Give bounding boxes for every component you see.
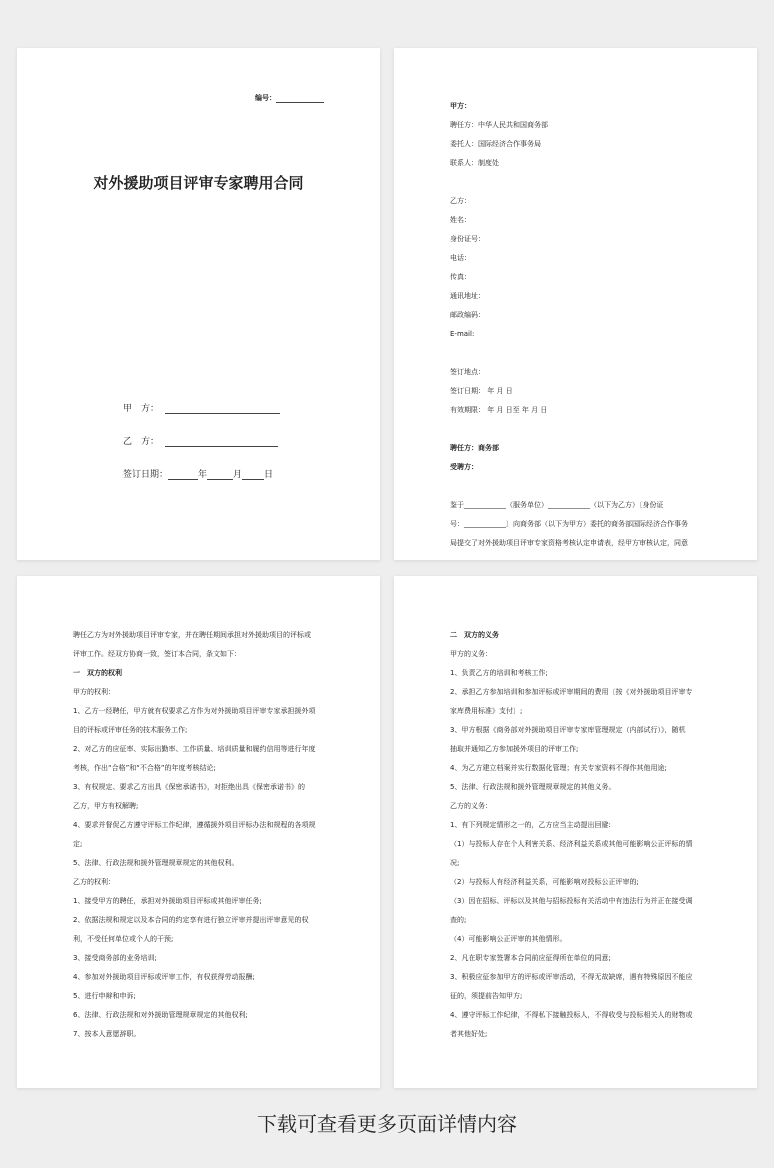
text-line: 乙方： bbox=[450, 197, 471, 205]
text-line: 考核，作出“合格”和“不合格”的年度考核结论; bbox=[73, 764, 216, 772]
text-line: 6、法律、行政法规和对外援助管理规章规定的其他权利; bbox=[73, 1011, 248, 1019]
contract-number-label: 编号： bbox=[255, 94, 276, 102]
party-a-blank bbox=[165, 405, 280, 414]
text-line: E-mail: bbox=[450, 330, 475, 338]
text-line: 乙方，甲方有权解聘; bbox=[73, 802, 139, 810]
text-line: 征的，须提前告知甲方; bbox=[450, 992, 523, 1000]
text-line: 2、凡在职专家签署本合同前应征得所在单位的同意; bbox=[450, 954, 611, 962]
text-line: 聘任方：商务部 bbox=[450, 444, 499, 452]
text-line: 1、有下列规定情形之一的，乙方应当主动提出回避: bbox=[450, 821, 611, 829]
text-line: 联系人：制度处 bbox=[450, 159, 499, 167]
text-line: 乙方的权利： bbox=[73, 878, 115, 886]
text-line: 局提交了对外援助项目评审专家资格考核认定申请表，经甲方审核认定，同意 bbox=[450, 539, 688, 547]
page-3-text bbox=[73, 626, 328, 1044]
year-blank bbox=[168, 471, 198, 480]
text-line: 4、参加对外援助项目评标或评审工作，有权获得劳动报酬; bbox=[73, 973, 255, 981]
text-line: 1、乙方一经聘任，甲方就有权要求乙方作为对外援助项目评审专家承担援外项 bbox=[73, 707, 316, 715]
text-line: 传真： bbox=[450, 273, 471, 281]
text-line: 通讯地址： bbox=[450, 292, 485, 300]
text-line: （3）因在招标、评标以及其他与招标投标有关活动中有违法行为并正在接受调 bbox=[450, 897, 693, 905]
text-line: 4、遵守评标工作纪律，不得私下接触投标人，不得收受与投标相关人的财物或 bbox=[450, 1011, 693, 1019]
text-line: 3、积极应征参加甲方的评标或评审活动，不得无故缺席，遇有特殊原因不能应 bbox=[450, 973, 693, 981]
party-a-line bbox=[123, 401, 280, 414]
sign-date-line bbox=[123, 467, 273, 480]
text-line: 身份证号： bbox=[450, 235, 485, 243]
text-line: 5、法律、行政法规和援外管理规章规定的其他权利。 bbox=[73, 859, 239, 867]
month-label: 月 bbox=[233, 470, 243, 480]
contract-page-2 bbox=[394, 48, 757, 560]
text-line: 3、甲方根据《商务部对外援助项目评审专家库管理规定（内部试行）》，随机 bbox=[450, 726, 686, 734]
text-line: 甲方的权利： bbox=[73, 688, 115, 696]
month-blank bbox=[207, 471, 233, 480]
text-line: 邮政编码： bbox=[450, 311, 485, 319]
text-line: 甲方： bbox=[450, 102, 471, 110]
text-line: （2）与投标人有经济利益关系，可能影响对投标公正评审的; bbox=[450, 878, 639, 886]
contract-page-3 bbox=[17, 576, 380, 1088]
party-a-label: 甲 方： bbox=[123, 404, 160, 414]
text-line: 评审工作。经双方协商一致，签订本合同，条文如下： bbox=[73, 650, 241, 658]
text-line: 聘任方：中华人民共和国商务部 bbox=[450, 121, 548, 129]
party-b-line bbox=[123, 434, 278, 447]
text-line: 家库费用标准》支付〕; bbox=[450, 707, 523, 715]
text-line: 一 双方的权利 bbox=[73, 669, 122, 677]
text-line: 聘任乙方为对外援助项目评审专家，并在聘任期间承担对外援助项目的评标或 bbox=[73, 631, 311, 639]
text-line: 签订日期： 年 月 日 bbox=[450, 387, 513, 395]
party-b-blank bbox=[165, 438, 278, 447]
text-line: 2、承担乙方参加培训和参加评标或评审期间的费用〔按《对外援助项目评审专 bbox=[450, 688, 693, 696]
text-line: 7、按本人意愿辞职。 bbox=[73, 1030, 141, 1038]
contract-cover-page bbox=[17, 48, 380, 560]
text-line: 4、要求并督促乙方遵守评标工作纪律，遵循援外项目评标办法和规程的各项规 bbox=[73, 821, 316, 829]
text-line: 甲方的义务： bbox=[450, 650, 492, 658]
text-line: 者其他好处; bbox=[450, 1030, 488, 1038]
download-prompt: 下载可查看更多页面详情内容 bbox=[257, 1112, 517, 1136]
text-line: 二 双方的义务 bbox=[450, 631, 499, 639]
text-line: 目的评标或评审任务的技术服务工作; bbox=[73, 726, 188, 734]
text-line: 1、接受甲方的聘任，承担对外援助项目评标或其他评审任务; bbox=[73, 897, 262, 905]
text-line: 2、依据法规和规定以及本合同的约定享有进行独立评审并提出评审意见的权 bbox=[73, 916, 309, 924]
text-line: 有效期限： 年 月 日至 年 月 日 bbox=[450, 406, 548, 414]
text-line: 5、法律、行政法规和援外管理规章规定的其他义务。 bbox=[450, 783, 616, 791]
party-b-label: 乙 方： bbox=[123, 437, 160, 447]
contract-number-blank bbox=[276, 94, 324, 103]
text-line: 2、对乙方的应征率、实际出勤率、工作质量、培训质量和履约信用等进行年度 bbox=[73, 745, 316, 753]
text-line: 鉴于____________（服务单位）____________（以下为乙方）〔身份证 bbox=[450, 501, 664, 509]
year-label: 年 bbox=[198, 470, 208, 480]
text-line: 定; bbox=[73, 840, 83, 848]
text-line: 委托人：国际经济合作事务局 bbox=[450, 140, 541, 148]
text-line: 姓名： bbox=[450, 216, 471, 224]
text-line: 5、进行申辩和申诉; bbox=[73, 992, 136, 1000]
contract-number-field bbox=[255, 93, 324, 103]
text-line: 3、接受商务部的业务培训; bbox=[73, 954, 157, 962]
text-line bbox=[450, 173, 705, 192]
text-line: 4、为乙方建立档案并实行数据化管理；有关专家资料不得作其他用途; bbox=[450, 764, 667, 772]
text-line: （4）可能影响公正评审的其他情形。 bbox=[450, 935, 567, 943]
text-line: 3、有权规定、要求乙方出具《保密承诺书》，对拒绝出具《保密承诺书》的 bbox=[73, 783, 305, 791]
text-line bbox=[450, 420, 705, 439]
text-line: 查的; bbox=[450, 916, 467, 924]
text-line: 况; bbox=[450, 859, 460, 867]
text-line: 抽取并通知乙方参加援外项目的评审工作; bbox=[450, 745, 579, 753]
page-4-text bbox=[450, 626, 705, 1044]
text-line: （1）与投标人存在个人利害关系、经济利益关系或其他可能影响公正评标的情 bbox=[450, 840, 693, 848]
text-line bbox=[450, 477, 705, 496]
text-line: 1、负责乙方的培训和考核工作; bbox=[450, 669, 548, 677]
contract-page-4 bbox=[394, 576, 757, 1088]
text-line: 利，不受任何单位或个人的干预; bbox=[73, 935, 174, 943]
day-label: 日 bbox=[264, 470, 274, 480]
text-line: 签订地点： bbox=[450, 368, 485, 376]
page-2-text bbox=[450, 97, 705, 553]
text-line: 电话： bbox=[450, 254, 471, 262]
text-line: 乙方的义务： bbox=[450, 802, 492, 810]
text-line: 受聘方： bbox=[450, 463, 478, 471]
day-blank bbox=[242, 471, 264, 480]
text-line bbox=[450, 344, 705, 363]
text-line: 号：____________〕向商务部（以下为甲方）委托的商务部国际经济合作事务 bbox=[450, 520, 688, 528]
sign-date-label: 签订日期： bbox=[123, 470, 169, 480]
contract-title: 对外援助项目评审专家聘用合同 bbox=[93, 174, 304, 192]
